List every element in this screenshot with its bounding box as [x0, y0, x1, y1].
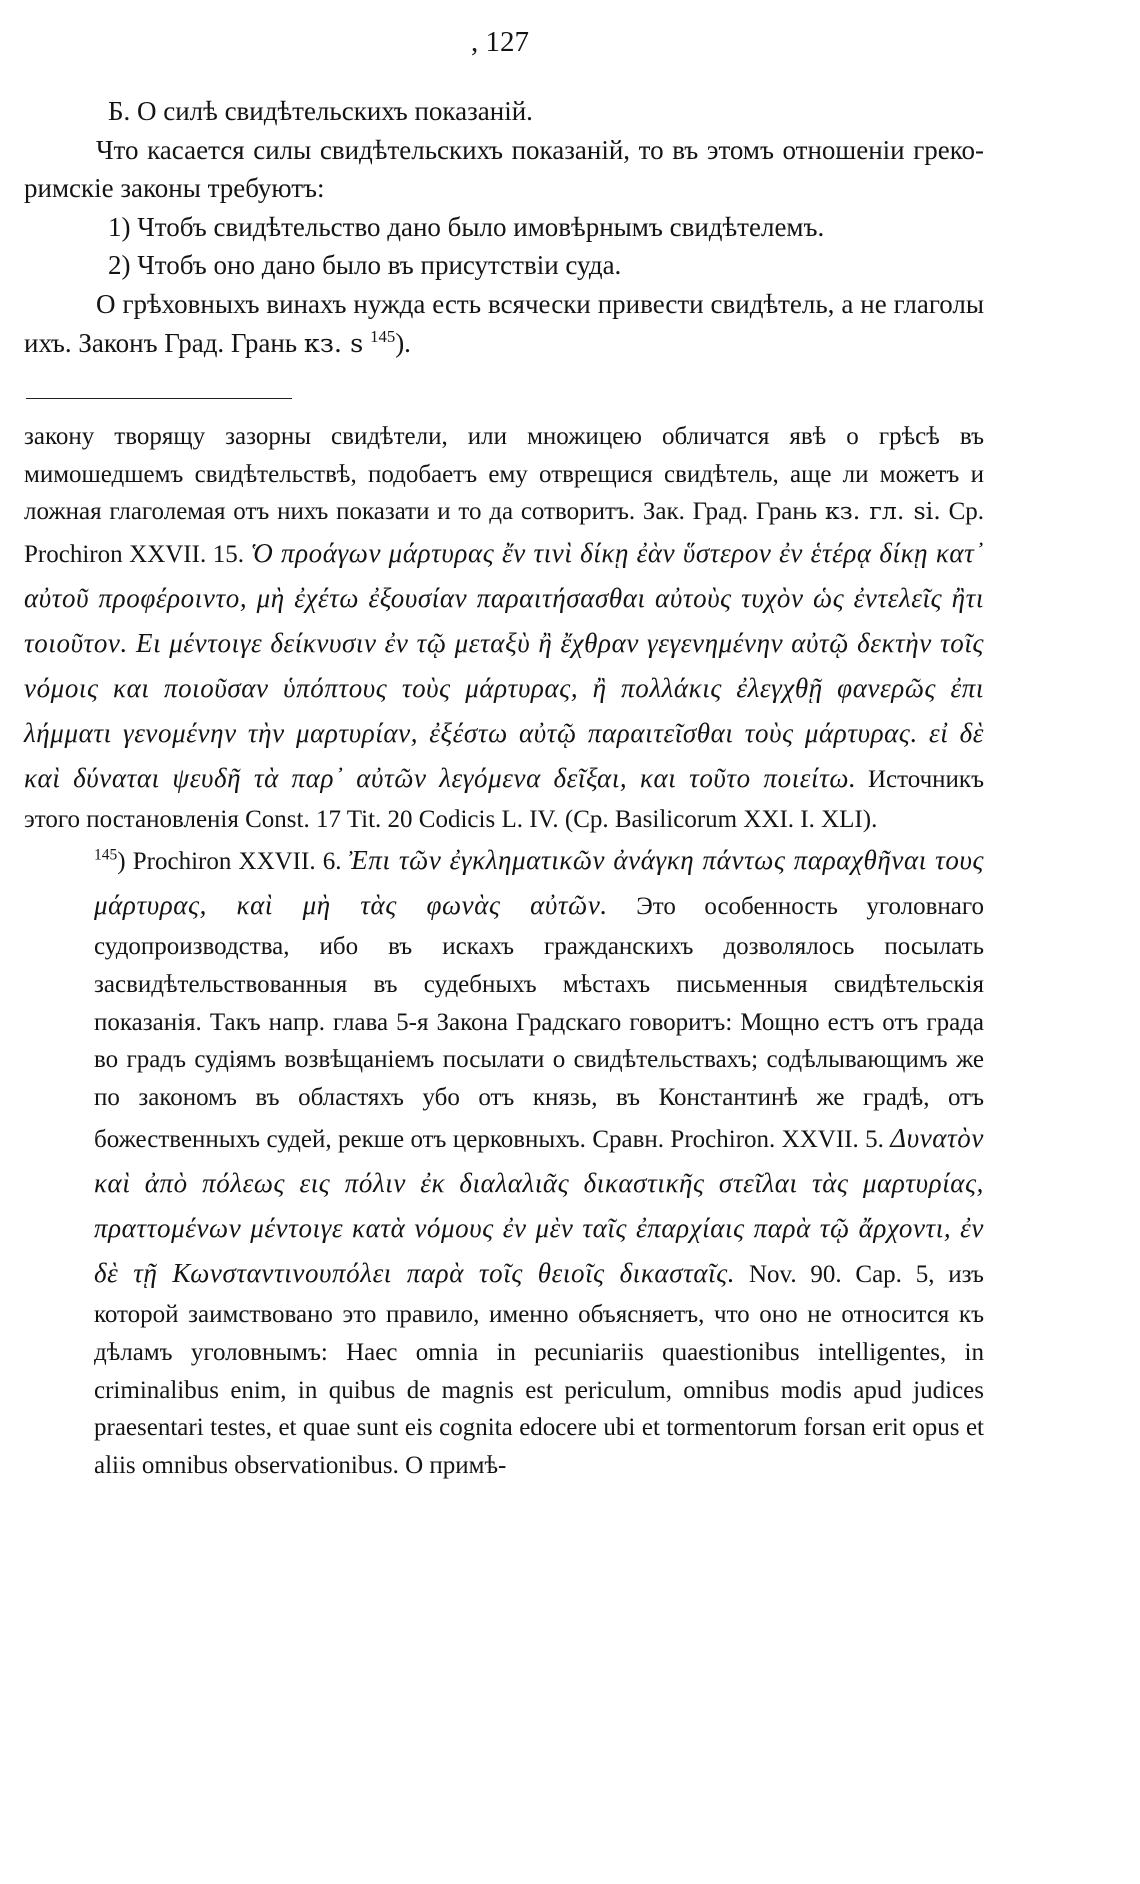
footnote-divider: [26, 398, 292, 399]
guilt-text: О грѣховныхъ винахъ нужда есть всячески привести свидѣтель, а не глаголы ихъ. Законъ Град. Грань: [24, 288, 984, 358]
footnotes: [24, 418, 984, 1484]
footnote-ref-close: ).: [395, 327, 411, 358]
footnote-ref-145: 145: [370, 326, 396, 346]
footnote-145-text: Это особенность уголовнаго судопроизводства, ибо въ искахъ гражданскихъ дозволялось посылать засвидѣтельствованныя въ судебныхъ мѣстахъ письменныя свидѣтельскія показанія. Такъ напр. глава 5-я Закона Градскаго говоритъ: Мощно естъ отъ града во градъ судіямъ возвѣщаніемъ посылати о свидѣтельствахъ; содѣлывающимъ же по закономъ въ областяхъ убо отъ князь, въ Константинѣ же градѣ, отъ божественныхъ судей, рекше отъ церковныхъ. Сравн. Prochiron. XXVII. 5.: [94, 893, 985, 1154]
guilt-citation: кз. ѕ: [303, 328, 364, 359]
main-text: [24, 92, 984, 363]
page-number: , 127: [471, 26, 529, 58]
source-text: Источникъ этого постановленія Const. 17 Tit. 20 Codicis L. IV. (Cp. Basilicorum XXI. I. XLI).: [24, 765, 985, 833]
note-cont-citation: кз. гл. ѕі.: [824, 497, 941, 526]
greek-quote-2: Ἐπι τῶν ἐγκληματικῶν ἀνάγκη πάντως παραχθῆναι τους μάρτυρας, καὶ μὴ τὰς φωνὰς αὐτῶν.: [94, 845, 984, 921]
greek-quote-3: Δυνατὸν καὶ ἀπὸ πόλεως εις πόλιν ἐκ διαλαλιᾶς δικαστικῆς στεῖλαι τὰς μαρτυρίας, πραττομένων μέντοιγε κατὰ νόμους ἐν μὲν ταῖς ἐπαρχίαις παρὰ τῷ ἄρχοντι, ἐν δὲ τῇ Κωνσταντινουπόλει παρὰ τοῖς θειοῖς δικασταῖς.: [94, 1123, 984, 1289]
footnote-145-intro: ) Prochiron XXVII. 6.: [117, 848, 342, 876]
section-heading: Б. О силѣ свидѣтельскихъ показаній.: [108, 96, 533, 126]
guilt-paragraph: [24, 285, 984, 363]
requirement-2: 2) Чтобъ оно дано было въ присутствіи суда.: [108, 250, 622, 281]
footnote-145-label: 145: [94, 847, 118, 865]
footnote-145-tail: Nov. 90. Cap. 5, изъ которой заимствовано это правило, именно объясняетъ, что оно не относится къ дѣламъ уголовнымъ: Haec omnia in pecuniariis quaestionibus intelligentes, in criminalibus enim, in quibus de magnis est periculum, omnibus modis apud judices praesentari testes, et quae sunt eis cognita edocere ubi et tormentorum forsan erit opus et aliis omnibus observationibus. О примѣ-: [94, 1261, 984, 1479]
note-cont-ref: Ср. Prochiron XXVII. 15.: [24, 498, 984, 568]
note-cont-text: закону творящу зазорны свидѣтели, или множицею обличатся явѣ о грѣсѣ въ мимошедшемъ свидѣтельствѣ, подобаетъ ему отврещися свидѣтель, аще ли можетъ и ложная глаголемая отъ нихъ показати и то да сотворитъ. Зак. Град. Грань: [24, 423, 984, 526]
greek-quote-1: Ὁ προάγων μάρτυρας ἔν τινὶ δίκῃ ἐὰν ὕστερον ἐν ἑτέρᾳ δίκῃ κατ᾽ αὐτοῦ προφέροιντο, μὴ ἐχέτω ἐξουσίαν παραιτήσασθαι αὐτοὺς τυχὸν ὡς ἐντελεῖς ἢτι τοιοῦτον. Ει μέντοιγε δείκνυσιν ἐν τῷ μεταξὺ ἢ ἔχθραν γεγενημένην αὐτῷ δεκτὴν τοῖς νόμοις και ποιοῦσαν ὑπόπτους τοὺς μάρτυρας, ἢ πολλάκις ἐλεγχθῇ φανερῶς ἐπι λήμματι γενομένην τὴν μαρτυρίαν, ἐξέστω αὐτῷ παραιτεῖσθαι τοὺς μάρτυρας. εἰ δὲ καὶ δύναται ψευδῆ τὰ παρ᾽ αὐτῶν λεγόμενα δεῖξαι, και τοῦτο ποιείτω.: [24, 537, 985, 793]
footnote-145: [24, 838, 984, 1484]
footnote-continuation: [24, 418, 984, 838]
intro-paragraph: Что касается силы свидѣтельскихъ показаній, то въ этомъ отношеніи греко-римскіе законы требуютъ:: [24, 134, 984, 204]
requirement-1: 1) Чтобъ свидѣтельство дано было имовѣрнымъ свидѣтелемъ.: [108, 211, 825, 242]
